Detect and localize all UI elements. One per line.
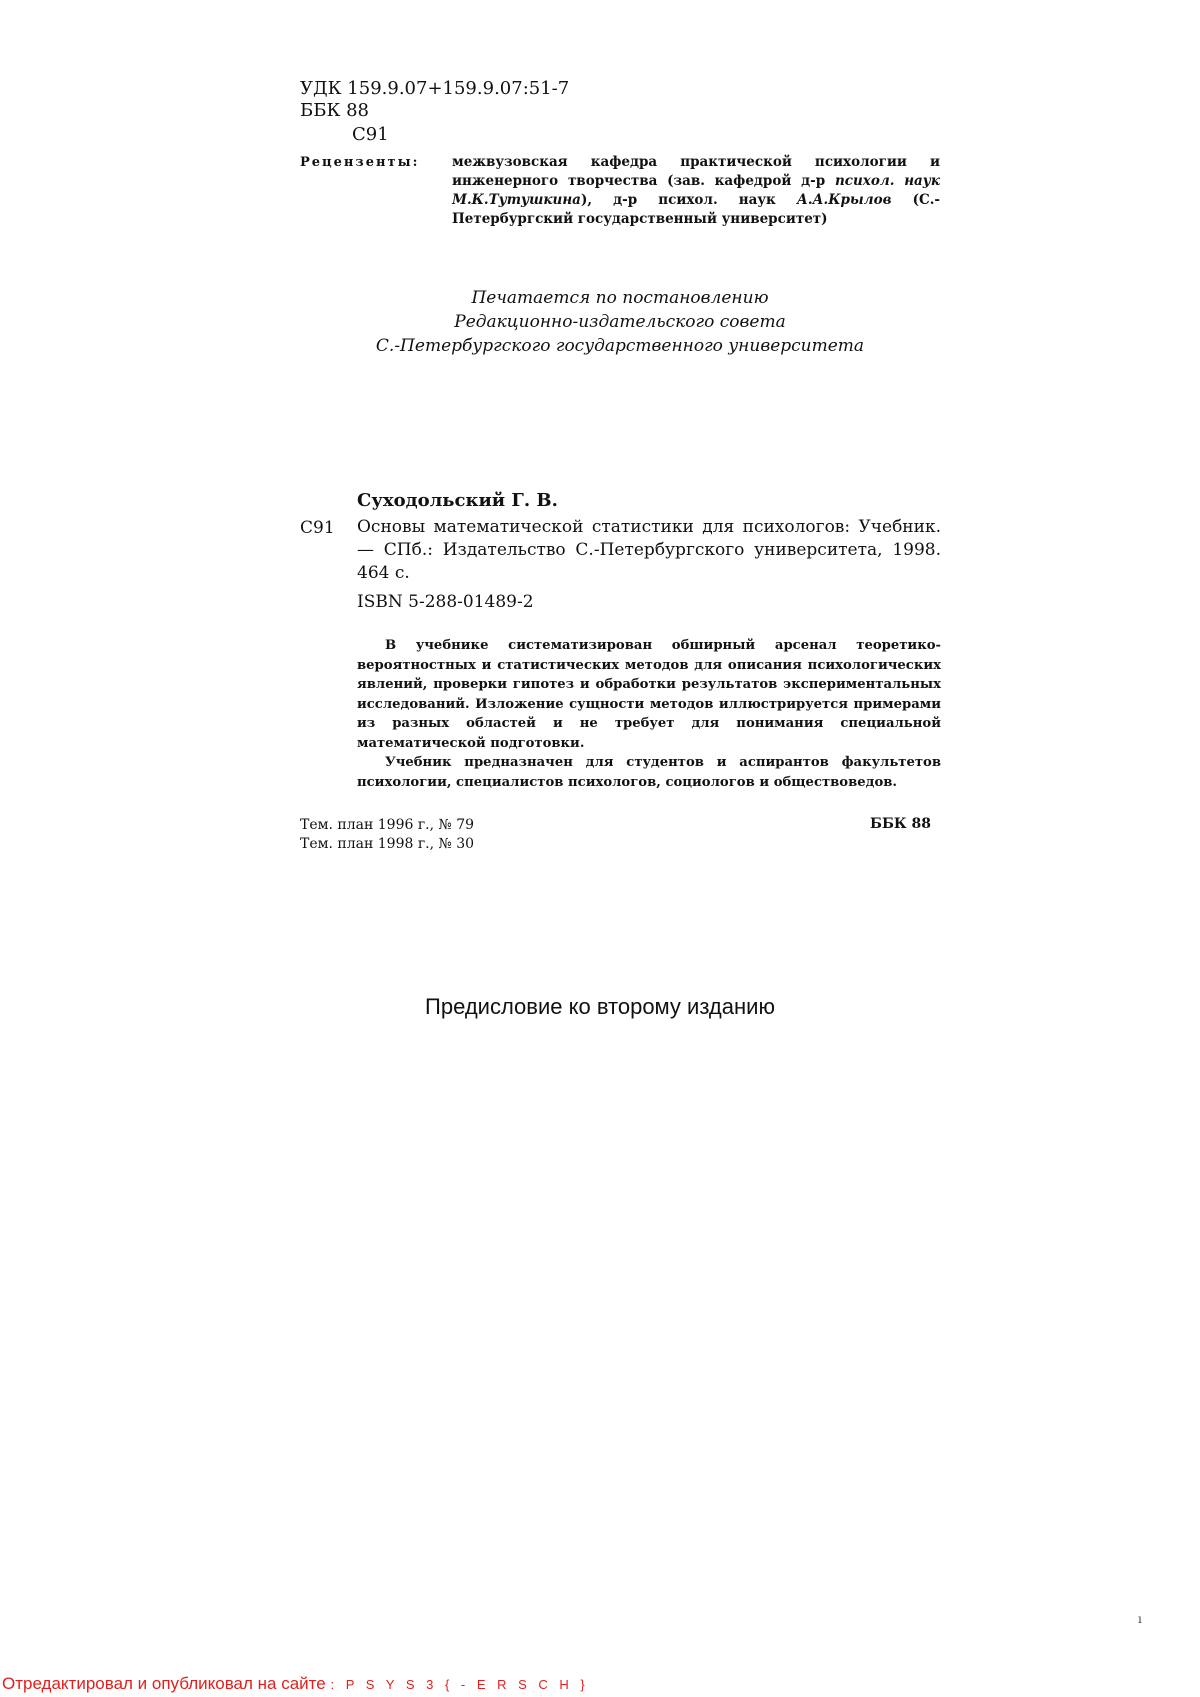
bibliography-code: С91 [300, 518, 335, 538]
decree-line: Редакционно-издательского совета [454, 312, 786, 332]
annotation-paragraph: В учебнике систематизирован обширный арсенал теоретико-вероятностных и статистических методов для описания психологических явлений, проверки гипотез и обработки результатов экспериментальных исследований. Изложение сущности методов иллюстрируется примерами из разных областей и не требует для понимания специальной математической подготовки. [357, 638, 941, 751]
reviewers-label: Рецензенты: [300, 155, 420, 170]
reviewers-text-italic: психол. наук М.К.Тутушкина [452, 173, 940, 208]
reviewers-text-italic: А.А.Крылов [796, 192, 892, 208]
annotation [357, 636, 941, 792]
publication-decree [300, 286, 940, 358]
bibliography-description: Основы математической статистики для психологов: Учебник. — СПб.: Издательство С.-Петербургского университета, 1998. 464 с. [357, 517, 941, 583]
reviewers-text [452, 153, 940, 229]
preface-title: Предисловие ко второму изданию [425, 994, 775, 1019]
reviewers-text-part: ), д-р психол. наук [580, 192, 797, 208]
plan-line: Тем. план 1996 г., № 79 [300, 817, 475, 833]
annotation-paragraph: Учебник предназначен для студентов и аспирантов факультетов психологии, специалистов психологов, социологов и обществоведов. [357, 755, 941, 790]
footer-site-link[interactable]: : P S Y S 3 { - E R S C H } [330, 1677, 589, 1692]
publication-plan [300, 816, 474, 854]
udk-code: УДК 159.9.07+159.9.07:51-7 [300, 78, 570, 99]
author-code: С91 [352, 124, 389, 145]
decree-line: Печатается по постановлению [471, 288, 769, 308]
book-author: Суходольский Г. В. [357, 490, 558, 511]
decree-line: С.-Петербургского государственного университета [375, 336, 865, 356]
plan-bbk-code: ББК 88 [870, 816, 932, 832]
plan-line: Тем. план 1998 г., № 30 [300, 836, 475, 852]
isbn: ISBN 5-288-01489-2 [357, 592, 534, 612]
footer-text: Отредактировал и опубликовал на сайте [2, 1674, 326, 1693]
bbk-code: ББК 88 [300, 100, 370, 121]
reviewers-text-part: межвузовская кафедра практической психологии и инженерного творчества (зав. кафедрой д-р [452, 154, 940, 189]
reviewers-text-part: (С.-Петербургский государственный университет) [452, 192, 940, 227]
footer-credit [2, 1674, 589, 1694]
page-mark: ı [1138, 1612, 1142, 1626]
